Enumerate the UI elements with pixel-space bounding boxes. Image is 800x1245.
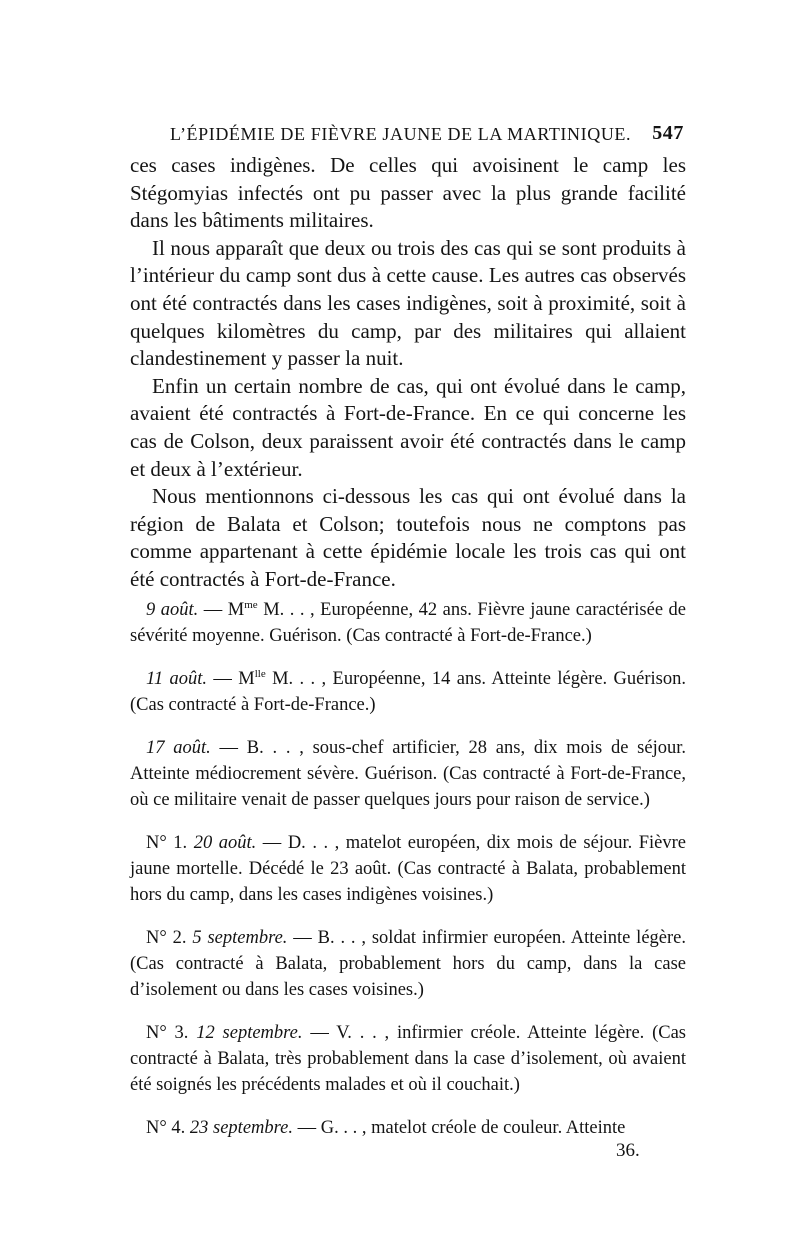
case-entry: N° 3. 12 septembre. — V. . . , infirmier créole. Atteinte légère. (Cas contracté à Balata, très probablement dans la case d’isolement, où avaient été soignés les précédents malades et où il couchait.) xyxy=(130,1023,687,1095)
running-header xyxy=(128,118,684,148)
case-entry: N° 1. 20 août. — D. . . , matelot européen, dix mois de séjour. Fièvre jaune mortelle. Décédé le 23 août. (Cas contracté à Balata, probablement hors du camp, dans les cases indigènes voisines.) xyxy=(130,833,687,905)
case-title-sup: me xyxy=(244,598,258,611)
case-text: B. . . , soldat infirmier européen. Atteinte légère. (Cas contracté à Balata, probablement hors du camp, dans la case d’isolement ou dans les cases voisines.) xyxy=(130,928,686,1000)
case-date: 23 septembre. xyxy=(189,1118,293,1138)
signature-mark: 36. xyxy=(616,1140,640,1161)
running-title: L’ÉPIDÉMIE DE FIÈVRE JAUNE DE LA MARTINIQUE. xyxy=(170,124,632,144)
case-date: 17 août. xyxy=(146,738,211,758)
case-date: 20 août. xyxy=(193,833,257,853)
case-date: 12 septembre. xyxy=(196,1023,303,1043)
paragraph: ces cases indigènes. De celles qui avoisinent le camp les Stégomyias infectés ont pu passer avec la plus grande facilité dans les bâtiments militaires. xyxy=(130,153,686,233)
paragraph: Enfin un certain nombre de cas, qui ont évolué dans le camp, avaient été contractés à Fort-de-France. En ce qui concerne les cas de Colson, deux paraissent avoir été contractés dans le camp et deux à l’extérieur. xyxy=(130,373,686,481)
case-text: D. . . , matelot européen, dix mois de séjour. Fièvre jaune mortelle. Décédé le 23 août. (Cas contracté à Balata, probablement hors du camp, dans les cases indigènes voisines.) xyxy=(130,833,687,905)
case-date: 9 août. xyxy=(146,600,199,620)
page-number: 547 xyxy=(652,122,684,144)
case-entry: 9 août. — $M^{me}$ M. . . , Européenne, 42 ans. Fièvre jaune caractérisée de sévérité moyenne. Guérison. (Cas contracté à Fort-de-France.) xyxy=(130,598,687,646)
body-text xyxy=(130,152,686,594)
case-text: G. . . , matelot créole de couleur. Atteinte xyxy=(320,1118,626,1138)
paragraph: Nous mentionnons ci-dessous les cas qui ont évolué dans la région de Balata et Colson; toutefois nous ne comptons pas comme appartenant à cette épidémie locale les trois cas qui ont été contractés à Fort-de-France. xyxy=(130,484,686,591)
case-number: N° 2. xyxy=(146,928,187,948)
case-text: B. . . , sous-chef artificier, 28 ans, dix mois de séjour. Atteinte médiocrement sévère. Guérison. (Cas contracté à Fort-de-France, où ce militaire venait de passer quelques jours pour raison de service.) xyxy=(130,738,686,810)
case-title: M xyxy=(238,669,255,689)
case-entry: N° 4. 23 septembre. — G. . . , matelot créole de couleur. Atteinte xyxy=(146,1118,626,1138)
case-number: N° 4. xyxy=(146,1118,186,1138)
case-date: 11 août. xyxy=(146,669,208,689)
case-date: 5 septembre. xyxy=(192,928,288,948)
case-entry: 11 août. — $M^{lle}$ M. . . , Européenne, 14 ans. Atteinte légère. Guérison. (Cas contracté à Fort-de-France.) xyxy=(130,667,686,715)
case-list xyxy=(130,597,686,1158)
case-title-sup: lle xyxy=(254,667,266,680)
case-entry: 17 août. — B. . . , sous-chef artificier, 28 ans, dix mois de séjour. Atteinte médiocrement sévère. Guérison. (Cas contracté à Fort-de-France, où ce militaire venait de passer quelques jours pour raison de service.) xyxy=(130,738,686,810)
case-text: V. . . , infirmier créole. Atteinte légère. (Cas contracté à Balata, très probablement dans la case d’isolement, où avaient été soignés les précédents malades et où il couchait.) xyxy=(130,1023,687,1095)
case-entry: N° 2. 5 septembre. — B. . . , soldat infirmier européen. Atteinte légère. (Cas contracté à Balata, probablement hors du camp, dans la case d’isolement ou dans les cases voisines.) xyxy=(130,928,686,1000)
case-number: N° 1. xyxy=(146,833,188,853)
case-number: N° 3. xyxy=(146,1023,189,1043)
case-text: M. . . , Européenne, 14 ans. Atteinte légère. Guérison. (Cas contracté à Fort-de-France.) xyxy=(130,669,686,715)
case-text: M. . . , Européenne, 42 ans. Fièvre jaune caractérisée de sévérité moyenne. Guérison. (Cas contracté à Fort-de-France.) xyxy=(130,600,687,646)
paragraph: Il nous apparaît que deux ou trois des cas qui se sont produits à l’intérieur du camp sont dus à cette cause. Les autres cas observés ont été contractés dans les cases indigènes, soit à proximité, soit à quelques kilomètres du camp, par des militaires qui allaient clandestinement y passer la nuit. xyxy=(130,235,686,371)
case-title: M xyxy=(227,600,245,620)
